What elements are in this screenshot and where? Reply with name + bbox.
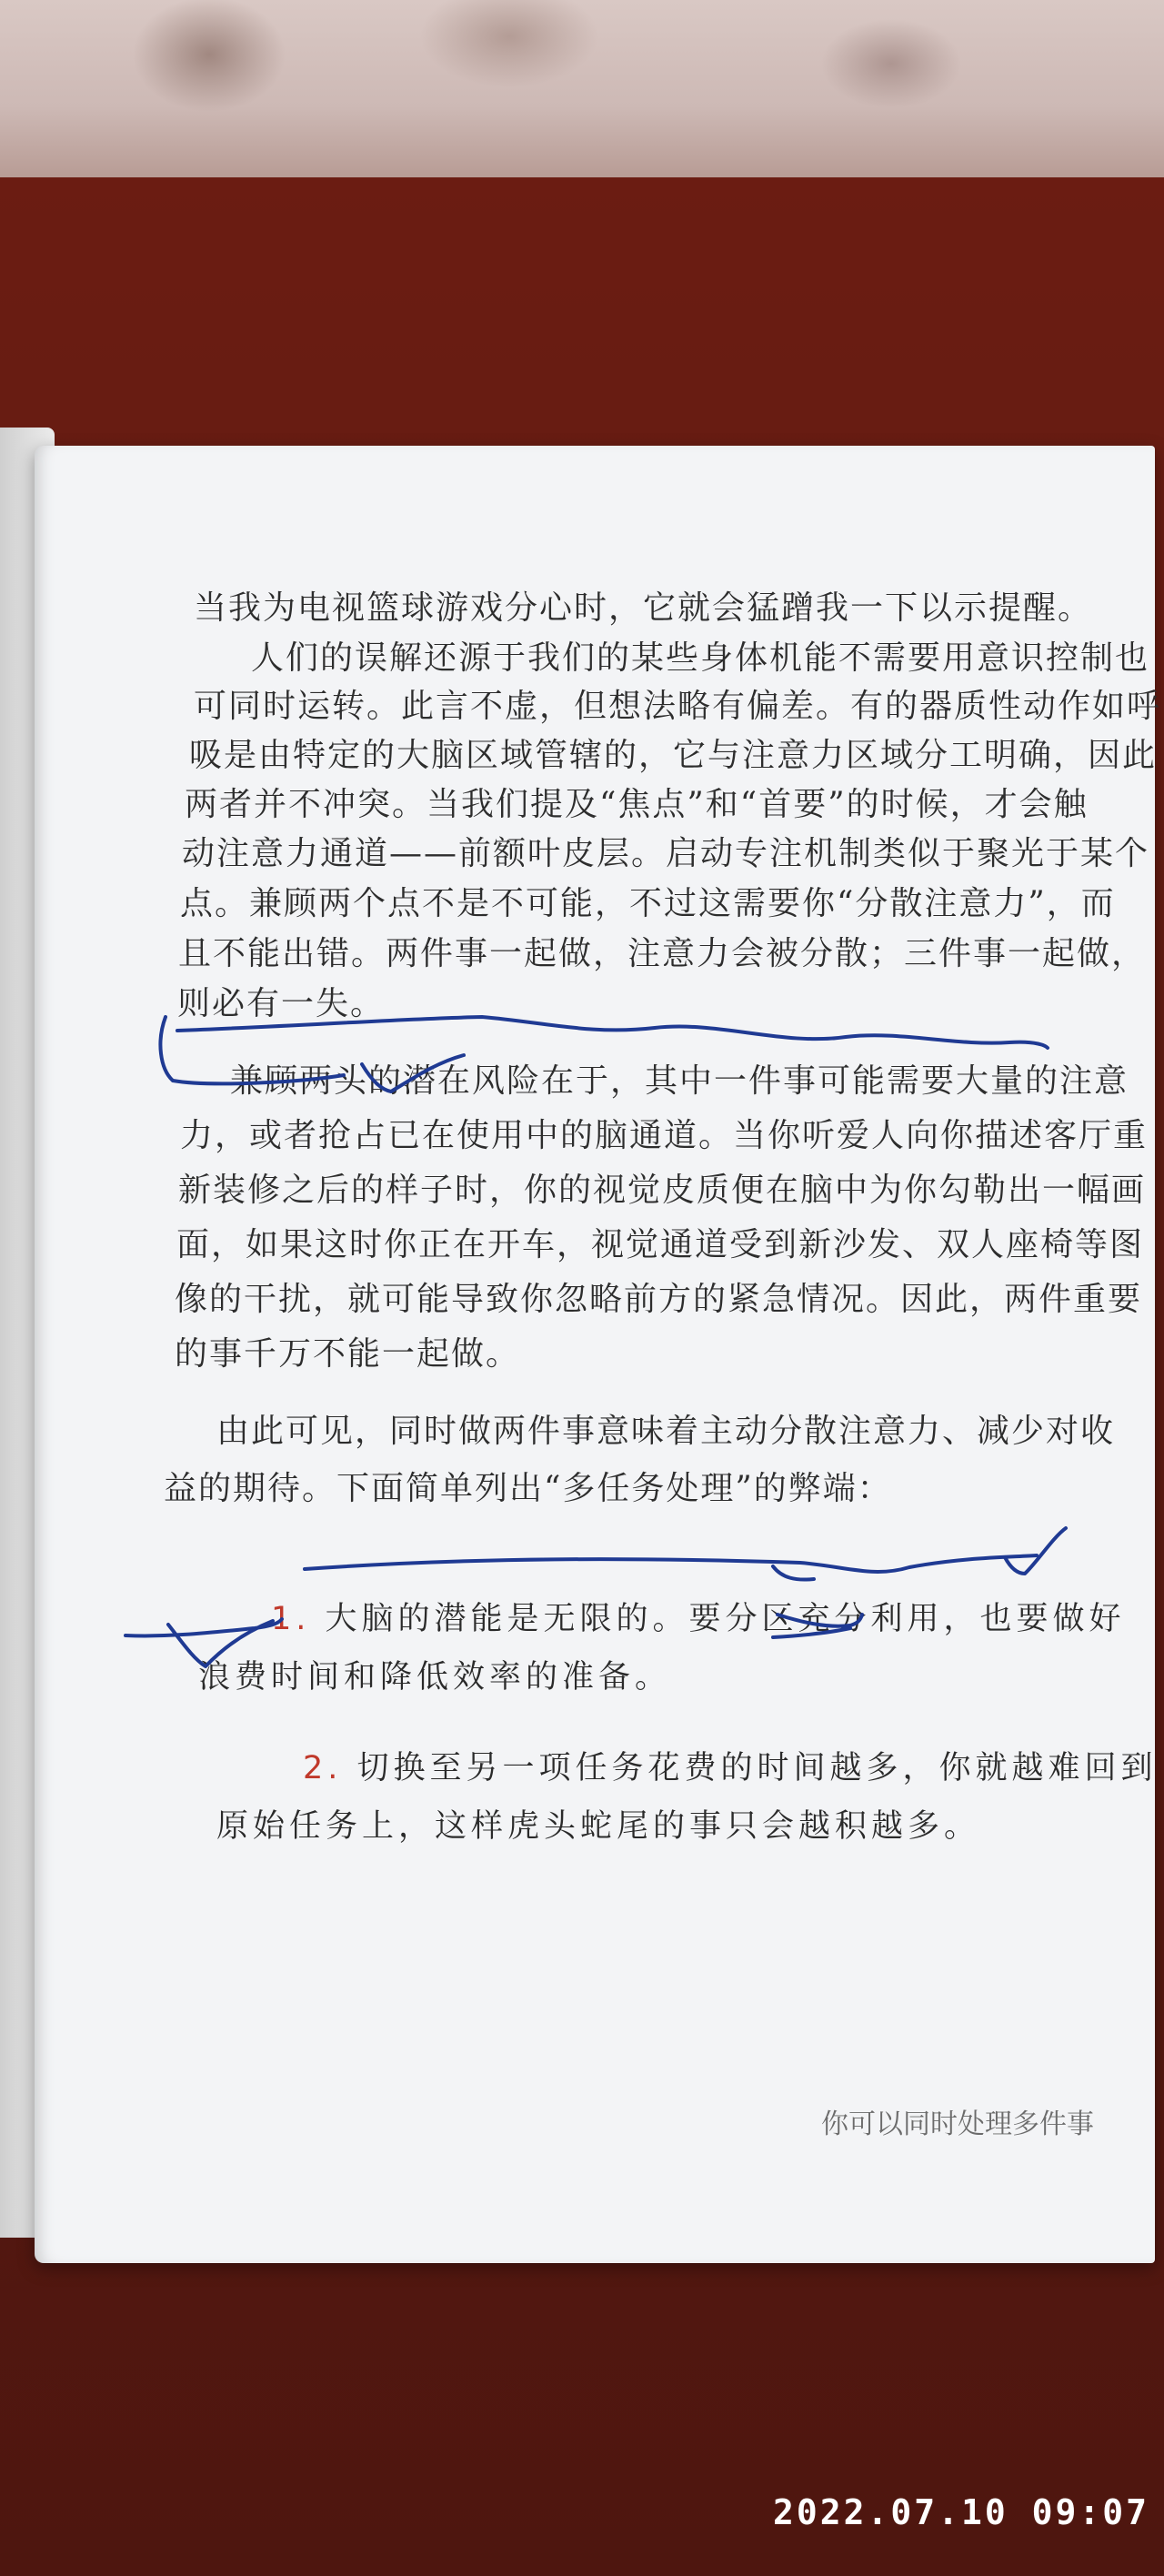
list-item-continuation: 浪费时间和降低效率的准备。 xyxy=(198,1659,672,1696)
text-line: 由此可见，同时做两件事意味着主动分散注意力、减少对收 xyxy=(216,1413,1116,1450)
text-line: 当我为电视篮球游戏分心时，它就会猛蹭我一下以示提醒。 xyxy=(194,589,1093,627)
text-line: 人们的误解还源于我们的某些身体机能不需要用意识控制也 xyxy=(251,639,1150,677)
text-line: 点。兼顾两个点不是不可能，不过这需要你“分散注意力”，而 xyxy=(180,885,1116,922)
ink-underline xyxy=(177,1017,1048,1048)
list-number: 1. xyxy=(271,1601,311,1637)
text-line: 两者并不冲突。当我们提及“焦点”和“首要”的时候，才会触 xyxy=(185,786,1089,823)
list-item-continuation: 原始任务上，这样虎头蛇尾的事只会越积越多。 xyxy=(216,1808,981,1845)
text-line: 动注意力通道——前额叶皮层。启动专注机制类似于聚光于某个 xyxy=(182,835,1150,872)
ink-checkmark xyxy=(362,1055,464,1092)
list-number: 2. xyxy=(303,1750,343,1786)
text-line: 兼顾两头的潜在风险在于，其中一件事可能需要大量的注意 xyxy=(230,1062,1129,1100)
text-line: 面，如果这时你正在开车，视觉通道受到新沙发、双人座椅等图 xyxy=(176,1226,1145,1263)
list-text: 大脑的潜能是无限的。要分区充分利用，也要做好 xyxy=(325,1601,1126,1637)
text-line: 新装修之后的样子时，你的视觉皮质便在脑中为你勾勒出一幅画 xyxy=(178,1172,1147,1209)
ink-underline xyxy=(773,1566,814,1580)
running-footer: 你可以同时处理多件事 xyxy=(821,2108,1094,2140)
text-line: 力，或者抢占已在使用中的脑通道。当你听爱人向你描述客厅重 xyxy=(180,1117,1149,1154)
text-line: 吸是由特定的大脑区域管辖的，它与注意力区域分工明确，因此 xyxy=(189,737,1158,774)
ink-checkmark xyxy=(1005,1528,1066,1574)
ink-checkmark xyxy=(168,1621,273,1666)
photo-timestamp: 2022.07.10 09:07 xyxy=(773,2492,1150,2532)
text-line: 可同时运转。此言不虚，但想法略有偏差。有的器质性动作如呼 xyxy=(194,688,1162,725)
text-line: 则必有一失。 xyxy=(177,985,386,1022)
ink-underline xyxy=(778,1615,862,1626)
text-line: 益的期待。下面简单列出“多任务处理”的弊端： xyxy=(164,1470,892,1507)
ink-underline xyxy=(305,1555,1037,1572)
text-line: 像的干扰，就可能导致你忽略前方的紧急情况。因此，两件重要 xyxy=(175,1281,1143,1318)
text-line: 的事千万不能一起做。 xyxy=(175,1335,521,1373)
ink-underline xyxy=(773,1628,850,1637)
list-text: 切换至另一项任务花费的时间越多，你就越难回到 xyxy=(356,1750,1158,1786)
text-line: 且不能出错。两件事一起做，注意力会被分散；三件事一起做， xyxy=(178,935,1147,972)
